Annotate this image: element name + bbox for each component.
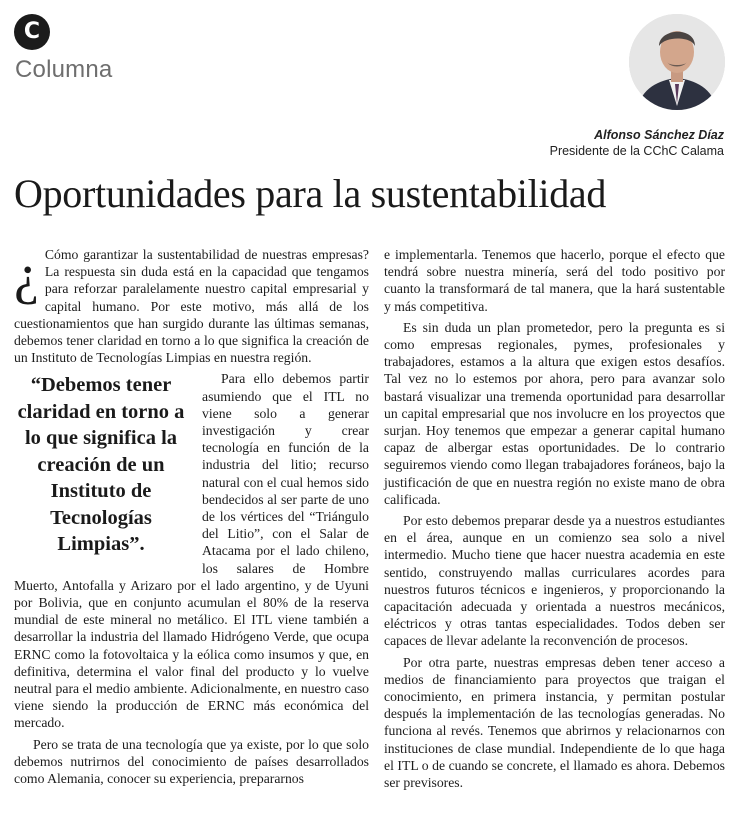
pull-quote: “Debemos tener claridad en torno a lo que significa la creación de un Instituto de Tecnologías Limpias”. (17, 374, 185, 556)
paragraph-6: Por otra parte, nuestras empresas deben tener acceso a medios de financiamiento para proyectos que traigan el conocimiento, en primera instancia, y permitan postular después la implementación de las tecnologías generadas. No funciona al revés. Tenemos que abrirnos y relacionarnos con instituciones de clase mundial. Independiente de lo que haga el ITL o de cuando se concrete, el llamado es ahora. Debemos ser previsores. (384, 654, 725, 791)
paragraph-5: Por esto debemos preparar desde ya a nuestros estudiantes en el área, aunque en un comienzo sea solo a nivel intermedio. Mucho tiene que hacer nuestra academia en este sentido, construyendo mallas curriculares acordes para nuestros futuros técnicos e ingenieros, y proporcionando la capacitación adecuada y orientada a nuestros mecánicos, eléctricos y otras tantas especialidades. Todos deben ser capaces de llevar adelante la reconvención de procesos. (384, 513, 725, 649)
article-column-right (384, 246, 725, 791)
paragraph-1-text: Cómo garantizar la sustentabilidad de nuestras empresas? La respuesta sin duda está en la capacidad que tengamos para reforzar paralelamente nuestro capital empresarial y capital humano. Por este motivo, más allá de los cuestionamientos que han surgido durante las últimas semanas, debemos tener claridad en torno a lo que significa la creación de un Instituto de Tecnologías Limpias en nuestra región. (14, 247, 369, 366)
paragraph-1 (14, 246, 369, 366)
column-badge: C (14, 14, 50, 50)
paragraph-3: Pero se trata de una tecnología que ya existe, por lo que solo debemos nutrirnos del conocimiento de países desarrollados como Alemania, conocer su experiencia, prepararnos (14, 736, 369, 787)
author-role: Presidente de la CChC Calama (549, 144, 724, 158)
paragraph-4: Es sin duda un plan prometedor, pero la pregunta es si como empresas regionales, pymes, profesionales y trabajadores, estamos a la altura que exigen estos desafíos. Tal vez no lo estemos por ahora, pero para avanzar solo bastará visualizar una tremenda oportunidad para desarrollar un capital empresarial que nos involucre en los proyectos que surjan. Hoy tenemos que empezar a generar capital humano capaz de albergar estas oportunidades. De lo contrario seguiremos viendo como llegan trabajadores foráneos, bajo la justificación de que en nuestra región no existe mano de obra calificada. (384, 319, 725, 507)
drop-cap: ¿ (14, 244, 39, 306)
section-label: Columna (15, 56, 113, 83)
article-column-left (14, 246, 369, 787)
author-photo (629, 14, 725, 110)
author-byline (550, 128, 724, 158)
paragraph-3-cont: e implementarla. Tenemos que hacerlo, porque el efecto que tendrá sobre nuestra minería, será del todo positivo por cuanto la transformará de tal manera, que la hará sustentable y más competitiva. (384, 247, 725, 314)
author-name: Alfonso Sánchez Díaz (594, 128, 724, 142)
paragraph-2 (14, 370, 369, 731)
article-headline: Oportunidades para la sustentabilidad (14, 171, 607, 216)
paragraph-2-text: Para ello debemos partir asumiendo que el ITL no viene solo a generar investigación y crear tecnología en función de la industria del litio; recurso natural con el cual hemos sido bendecidos al ser parte de uno de los vértices del “Triángulo del Litio”, con el Salar de Atacama por el lado chileno, los salares de Hombre Muerto, Antofalla y Arizaro por el lado argentino, y de Uyuni por Bolivia, que en conjunto acumulan el 80% de la reserva mundial de este mineral no metálico. El ITL viene también a desarrollar la industria del llamado Hidrógeno Verde, que ocupa ERNC como la fotovoltaica y la eólica como insumos y que, en definitiva, determina el valor final del producto y lo vuelve neutral para el medio ambiente. Adicionalmente, en nuestro caso viene siendo la producción de ERNC más económica del mercado. (14, 371, 369, 731)
